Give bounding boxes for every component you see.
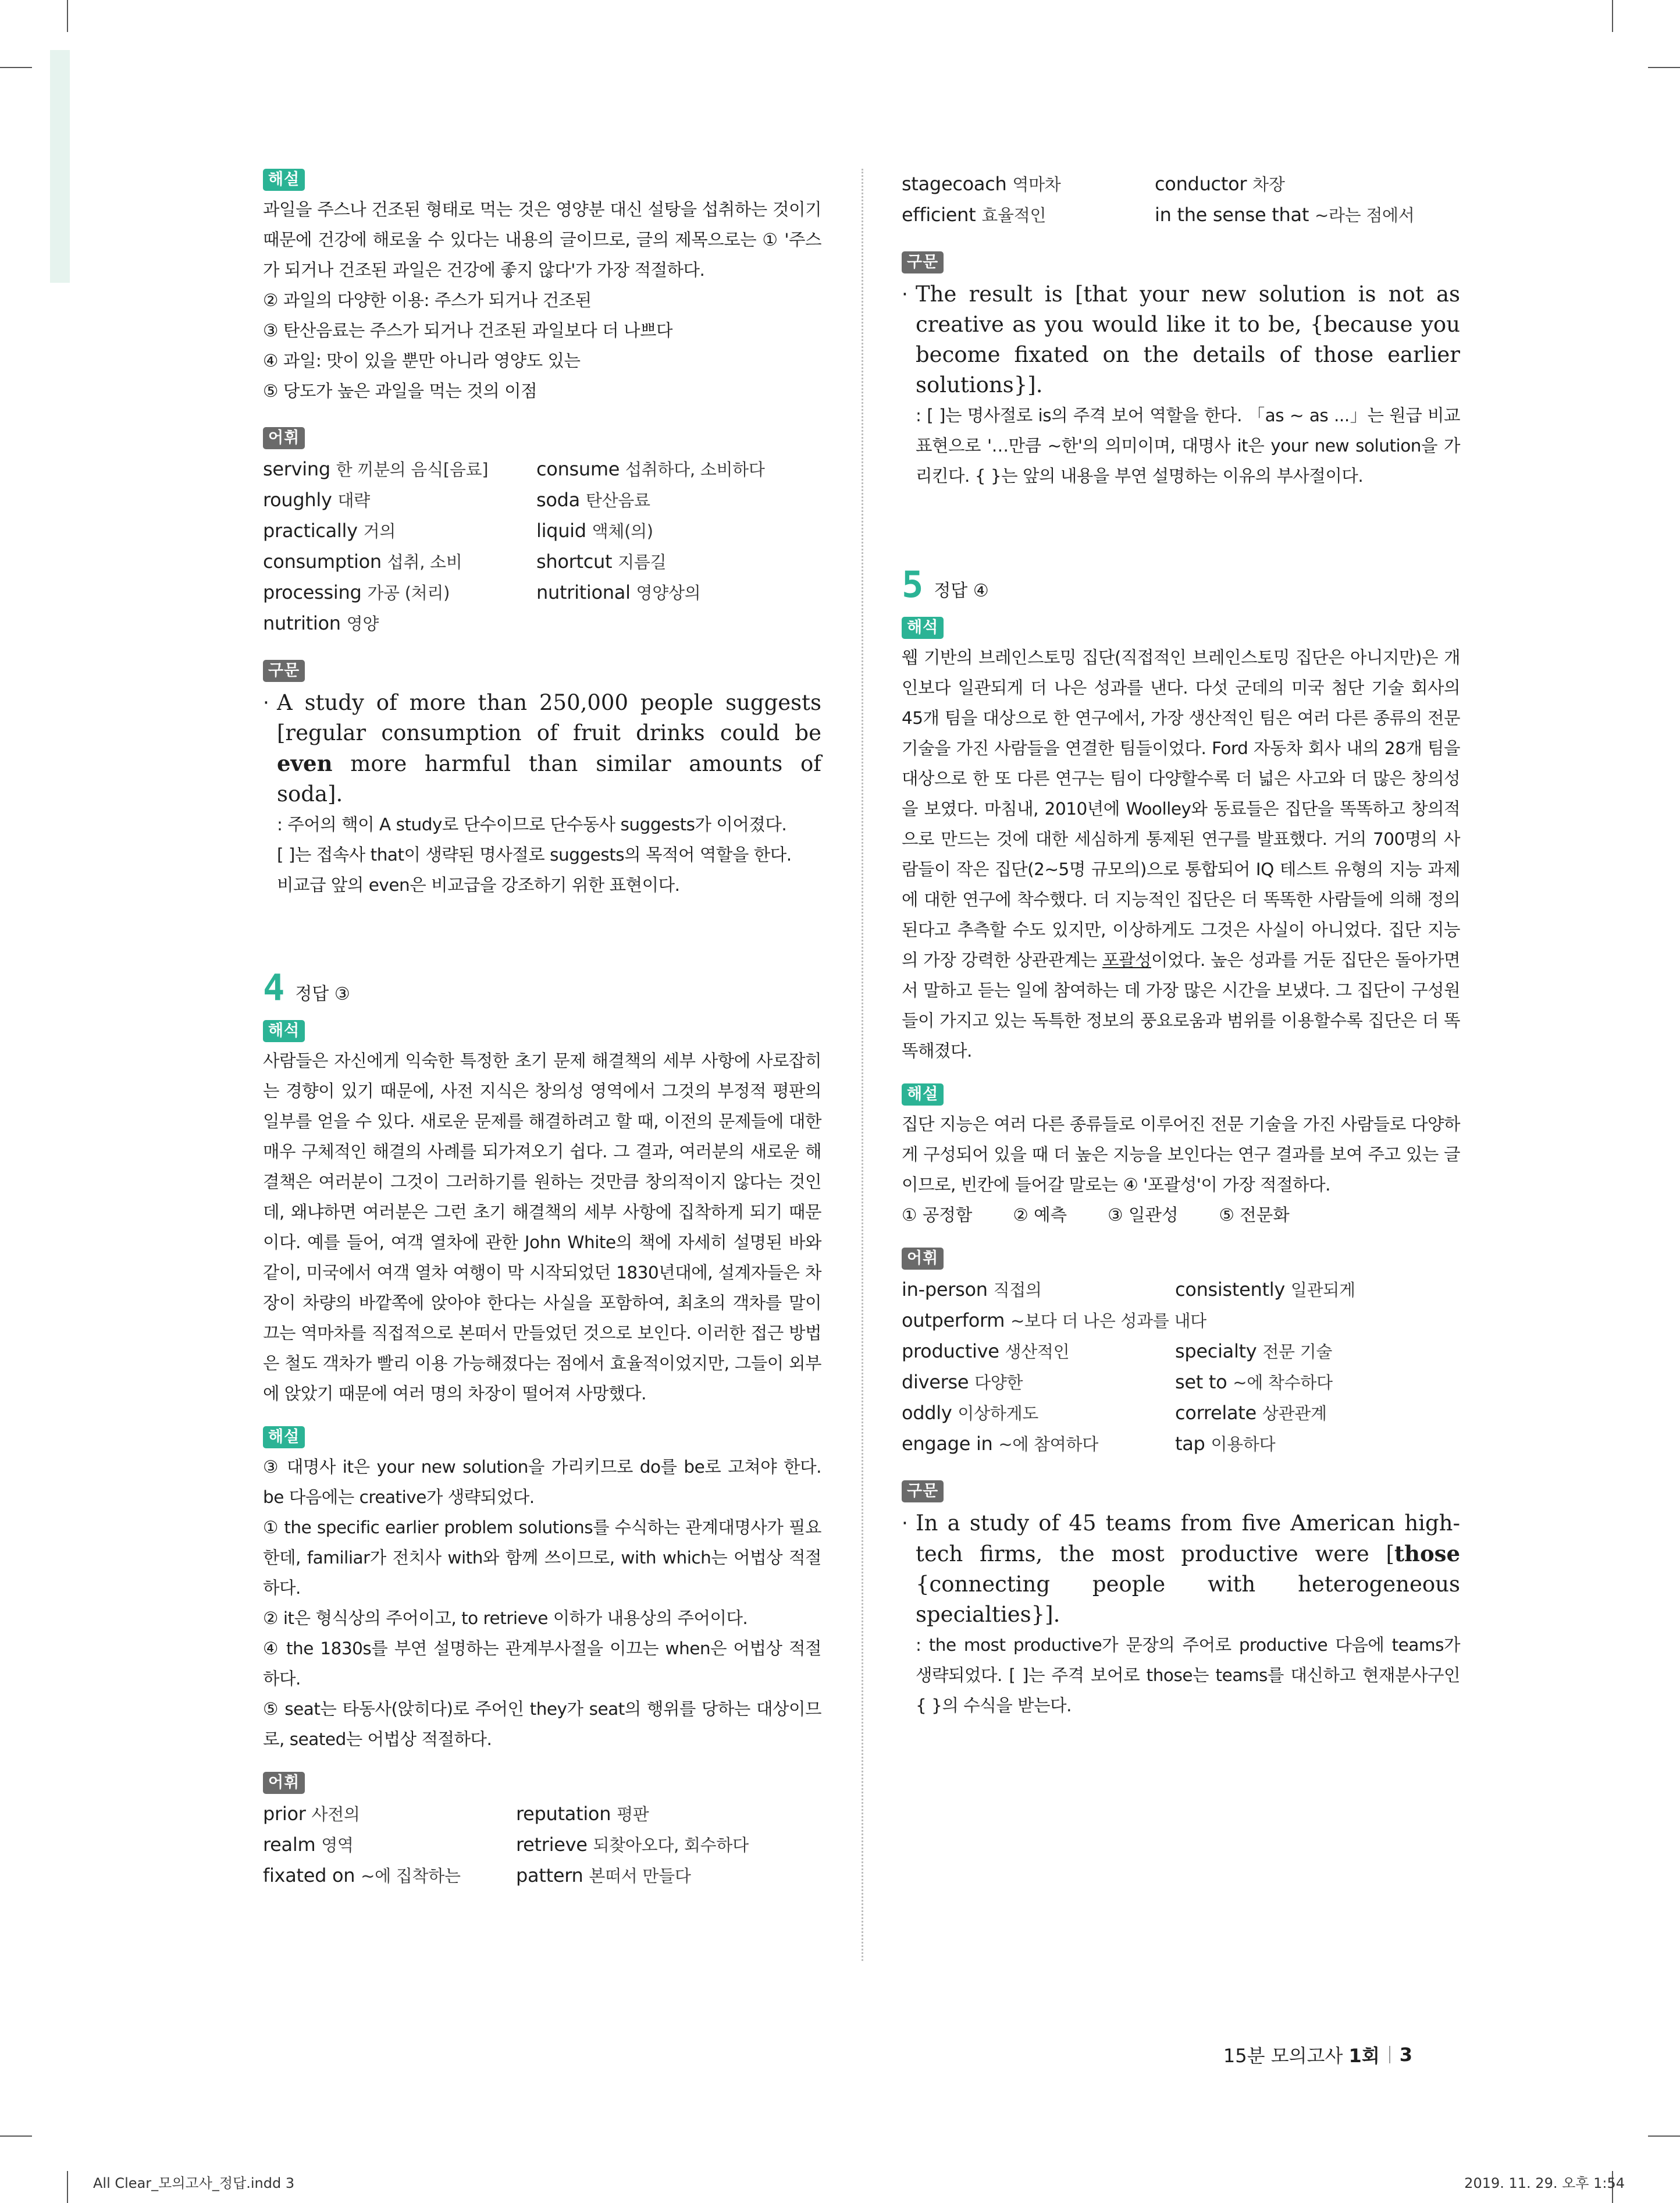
question-header <box>902 563 1460 606</box>
explanation-text: ① the specific earlier problem solutions를 수식하는 관계대명사가 필요한데, familiar가 전치사 with와 함께 쓰이므로, with which는 어법상 적절하다. <box>263 1518 821 1598</box>
explanation-text: 과일을 주스나 건조된 형태로 먹는 것은 영양분 대신 설탕을 섭취하는 것이기 때문에 건강에 해로울 수 있다는 내용의 글이므로, 글의 제목으로는 ① '주스가 되거나 건조된 과일은 건강에 좋지 않다'가 가장 적절하다. <box>263 200 821 280</box>
option-line: ⑤ 당도가 높은 과일을 먹는 것의 이점 <box>263 381 538 401</box>
grammar-note: : the most productive가 문장의 주어로 productive 다음에 teams가 생략되었다. [ ]는 주격 보어로 those는 teams를 대신하고 현재분사구인 { }의 수식을 받는다. <box>916 1635 1460 1715</box>
bullet-icon: · <box>902 283 908 306</box>
answer-label: 정답 ③ <box>295 984 350 1004</box>
page-tab-strip <box>50 50 70 283</box>
vocab-item: nutritional 영양상의 <box>536 581 701 603</box>
crop-mark <box>1648 2136 1680 2137</box>
vocab-item: retrieve 되찾아오다, 회수하다 <box>516 1834 749 1856</box>
explanation-text: ④ the 1830s를 부연 설명하는 관계부사절을 이끄는 when은 어법상 적절하다. <box>263 1639 821 1689</box>
section-tag: 어휘 <box>263 1772 305 1794</box>
q3-structure-section <box>263 660 821 900</box>
vocab-item: diverse 다양한 <box>902 1371 1023 1393</box>
print-slug-file: All Clear_모의고사_정답.indd 3 <box>93 2175 295 2191</box>
translation-text: 사람들은 자신에게 익숙한 특정한 초기 문제 해결책의 세부 사항에 사로잡히는 경향이 있기 때문에, 사전 지식은 창의성 영역에서 그것의 부정적 평판의 일부를 얻을 수 있다. 새로운 문제를 해결하려고 할 때, 이전의 문제들에 대한 매우 구체적인 해결의 사례를 되가져오기 쉽다. 그 결과, 여러분의 새로운 해결책은 여러분이 그것이 그러하기를 원하는 것만큼 창의적이지 않다는 것인데, 왜냐하면 여러분은 그런 초기 해결책의 세부 사항에 집착하게 되기 때문이다. 예를 들어, 여객 열차에 관한 John White의 책에 자세히 설명된 바와 같이, 미국에서 여객 열차 여행이 막 시작되었던 1830년대에, 설계자들은 차장이 차량의 바깥쪽에 앉아야 한다는 사실을 포함하여, 최초의 객차를 말이 끄는 역마차를 직접적으로 본떠서 만들었던 것으로 보인다. 이러한 접근 방법은 철도 객차가 빨리 이용 가능해졌다는 점에서 효율적이었지만, 그들이 외부에 앉았기 때문에 여러 명의 차장이 떨어져 사망했다. <box>263 1051 821 1403</box>
vocab-item: productive 생산적인 <box>902 1340 1070 1362</box>
vocab-item: stagecoach 역마차 <box>902 173 1061 195</box>
vocab-item: nutrition 영양 <box>263 612 379 634</box>
q4-structure-section <box>902 251 1460 491</box>
option-line: ② 과일의 다양한 이용: 주스가 되거나 건조된 <box>263 290 592 310</box>
vocab-item: pattern 본떠서 만들다 <box>516 1864 691 1886</box>
vocab-item: processing 가공 (처리) <box>263 581 450 603</box>
explanation-text: ② it은 형식상의 주어이고, to retrieve 이하가 내용상의 주어이다. <box>263 1608 748 1628</box>
choice-item: ② 예측 <box>1013 1205 1067 1225</box>
answer-label: 정답 ④ <box>934 581 989 601</box>
q5-translation-section <box>902 617 1460 1066</box>
footer-separator <box>1389 2046 1390 2063</box>
print-slug-date: 2019. 11. 29. 오후 1:54 <box>1464 2175 1625 2191</box>
option-line: ④ 과일: 맛이 있을 뿐만 아니라 영양도 있는 <box>263 351 581 371</box>
vocab-item: consume 섭취하다, 소비하다 <box>536 458 765 480</box>
grammar-note: : [ ]는 명사절로 is의 주격 보어 역할을 한다. 「as ~ as ...」는 원급 비교 표현으로 '…만큼 ~한'의 의미이며, 대명사 it은 your new solution을 가리킨다. { }는 앞의 내용을 부연 설명하는 이유의 부사절이다. <box>916 406 1460 486</box>
q4-translation-section <box>263 1020 821 1409</box>
section-tag: 구문 <box>263 660 305 682</box>
crop-mark <box>0 2136 32 2137</box>
q5-explanation-section <box>902 1083 1460 1230</box>
crop-mark <box>67 0 68 32</box>
choice-item: ⑤ 전문화 <box>1219 1205 1290 1225</box>
page-number: 3 <box>1399 2044 1412 2066</box>
q4-vocab-section <box>263 1772 821 1891</box>
example-sentence: · A study of more than 250,000 people suggests [regular consumption of fruit drinks could be even more harmful than similar amounts of soda]. <box>263 688 821 809</box>
vocab-item: outperform ~보다 더 나은 성과를 내다 <box>902 1309 1206 1331</box>
crop-mark <box>1612 0 1613 32</box>
choice-item: ① 공정함 <box>902 1205 973 1225</box>
vocab-item: prior 사전의 <box>263 1803 360 1825</box>
example-sentence: · In a study of 45 teams from five American high-tech firms, the most productive were [those {connecting people with heterogeneous specialties}]. <box>902 1508 1460 1630</box>
q3-explanation-section <box>263 169 821 406</box>
section-tag: 해석 <box>263 1020 305 1042</box>
example-sentence: · The result is [that your new solution is not as creative as you would like it to be, {because you become fixated on the details of those earlier solutions}]. <box>902 279 1460 400</box>
vocab-item: liquid 액체(의) <box>536 520 653 542</box>
option-line: ③ 탄산음료는 주스가 되거나 건조된 과일보다 더 나쁘다 <box>263 321 673 340</box>
vocab-item: realm 영역 <box>263 1834 354 1856</box>
section-tag: 해설 <box>263 169 305 191</box>
section-tag: 구문 <box>902 1480 944 1502</box>
vocab-item: reputation 평판 <box>516 1803 649 1825</box>
bullet-icon: · <box>902 1512 908 1535</box>
vocab-item: in the sense that ~라는 점에서 <box>1155 204 1415 226</box>
grammar-note: 비교급 앞의 even은 비교급을 강조하기 위한 표현이다. <box>277 875 680 895</box>
vocab-item: correlate 상관관계 <box>1175 1402 1327 1424</box>
vocab-grid <box>263 454 821 639</box>
section-tag: 해설 <box>263 1426 305 1448</box>
grammar-note: : 주어의 핵이 A study로 단수이므로 단수동사 suggests가 이어졌다. <box>277 815 787 834</box>
vocab-grid <box>902 1274 1460 1459</box>
vocab-item: fixated on ~에 집착하는 <box>263 1864 461 1886</box>
vocab-item: consistently 일관되게 <box>1175 1278 1355 1301</box>
crop-mark <box>67 2171 68 2203</box>
vocab-item: engage in ~에 참여하다 <box>902 1433 1098 1455</box>
vocab-item: soda 탄산음료 <box>536 489 650 511</box>
grammar-note: [ ]는 접속사 that이 생략된 명사절로 suggests의 목적어 역할을 한다. <box>277 845 792 865</box>
vocab-item: practically 거의 <box>263 520 396 542</box>
vocab-item: efficient 효율적인 <box>902 204 1047 226</box>
vocab-item: oddly 이상하게도 <box>902 1402 1038 1424</box>
bullet-icon: · <box>263 691 269 715</box>
vocab-item: tap 이용하다 <box>1175 1433 1276 1455</box>
vocab-grid <box>263 1799 821 1891</box>
left-column <box>263 169 821 1902</box>
column-divider <box>862 169 863 1961</box>
section-tag: 해석 <box>902 617 944 639</box>
choice-item: ③ 일관성 <box>1108 1205 1179 1225</box>
vocab-grid <box>902 169 1460 230</box>
page-footer <box>1223 2041 1412 2068</box>
right-column <box>902 169 1460 1731</box>
vocab-item: in-person 직접의 <box>902 1278 1042 1301</box>
vocab-item: specialty 전문 기술 <box>1175 1340 1333 1362</box>
section-tag: 어휘 <box>263 427 305 449</box>
translation-text: 웹 기반의 브레인스토밍 집단(직접적인 브레인스토밍 집단은 아니지만)은 개인보다 일관되게 더 나은 성과를 낸다. 다섯 군데의 미국 첨단 기술 회사의 45개 팀을 대상으로 한 연구에서, 가장 생산적인 팀은 여러 다른 종류의 전문 기술을 가진 사람들을 연결한 팀들이었다. Ford 자동차 회사 내의 28개 팀을 대상으로 한 또 다른 연구는 팀이 다양할수록 더 넓은 사고와 더 많은 창의성을 보였다. 마침내, 2010년에 Woolley와 동료들은 집단을 똑똑하고 창의적으로 만드는 것에 대한 세심하게 통제된 연구를 발표했다. 거의 700명의 사람들이 작은 집단(2~5명 규모의)으로 통합되어 IQ 테스트 유형의 지능 과제에 대한 연구에 착수했다. 더 지능적인 집단은 더 똑똑한 사람들에 의해 정의된다고 추측할 수도 있지만, 이상하게도 그것은 사실이 아니었다. 집단 지능의 가장 강력한 상관관계는 포괄성이었다. 높은 성과를 거둔 집단은 돌아가면서 말하고 듣는 일에 참여하는 데 가장 많은 시간을 보냈다. 그 집단이 구성원들이 가지고 있는 독특한 정보의 풍요로움과 범위를 이용할수록 집단은 더 똑똑해졌다. <box>902 648 1460 1061</box>
footer-title: 15분 모의고사 1회 <box>1223 2045 1380 2067</box>
choice-list <box>902 1200 1460 1230</box>
q5-vocab-section <box>902 1248 1460 1459</box>
question-number: 5 <box>902 563 924 606</box>
vocab-item: roughly 대략 <box>263 489 370 511</box>
question-number: 4 <box>263 967 285 1009</box>
vocab-item: set to ~에 착수하다 <box>1175 1371 1333 1393</box>
vocab-item: consumption 섭취, 소비 <box>263 550 462 573</box>
crop-mark <box>0 67 32 68</box>
explanation-text: ③ 대명사 it은 your new solution을 가리키므로 do를 be로 고쳐야 한다. be 다음에는 creative가 생략되었다. <box>263 1457 821 1507</box>
explanation-text: ⑤ seat는 타동사(앉히다)로 주어인 they가 seat의 행위를 당하는 대상이므로, seated는 어법상 적절하다. <box>263 1699 821 1749</box>
q4-explanation-section <box>263 1426 821 1754</box>
explanation-text: 집단 지능은 여러 다른 종류들로 이루어진 전문 기술을 가진 사람들로 다양하게 구성되어 있을 때 더 높은 지능을 보인다는 연구 결과를 보여 주고 있는 글이므로, 빈칸에 들어갈 말로는 ④ '포괄성'이 가장 적절하다. <box>902 1114 1460 1195</box>
q3-vocab-section <box>263 427 821 639</box>
crop-mark <box>1648 67 1680 68</box>
vocab-item: shortcut 지름길 <box>536 550 667 573</box>
vocab-item: serving 한 끼분의 음식[음료] <box>263 458 489 480</box>
vocab-item: conductor 차장 <box>1155 173 1285 195</box>
question-header <box>263 967 821 1009</box>
q5-structure-section <box>902 1480 1460 1721</box>
section-tag: 구문 <box>902 251 944 273</box>
section-tag: 어휘 <box>902 1248 944 1270</box>
section-tag: 해설 <box>902 1083 944 1106</box>
